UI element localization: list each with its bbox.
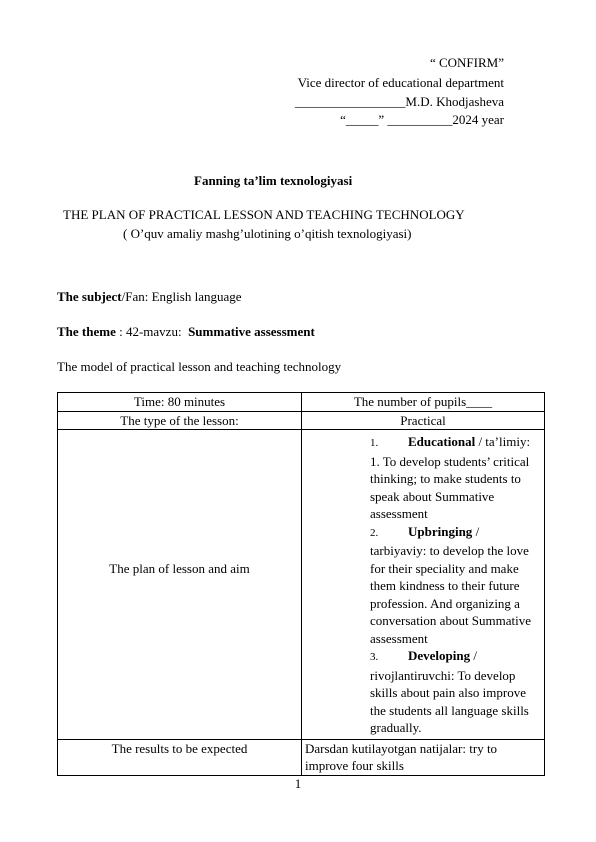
goal-number: 2. [370,526,379,539]
subject-value: /Fan: English language [121,289,242,304]
time-cell: Time: 80 minutes [58,393,302,412]
table-row [58,739,545,775]
goal-text-first: / ta’limiy: [475,434,531,449]
goal-text-first: / [470,648,477,663]
goal-text: tarbiyaviy: to develop the love for their speciality and make them kindness to their future profession. And organizing a conversation about Summative assessment [370,543,532,646]
lesson-type-label: The type of the lesson: [58,411,302,430]
goal-text: rivojlantiruvchi: To develop skills about pain also improve the students all language skills gradually. [370,667,529,735]
results-label: The results to be expected [58,739,302,775]
goal-text-first: / [472,523,480,539]
results-value: Darsdan kutilayotgan natijalar: try to improve four skills [302,739,545,775]
document-subtitle: ( O’quv amaliy mashg’ulotining o’qitish texnologiyasi) [123,226,412,241]
goal-number: 1. [370,437,379,449]
theme-value: Summative assessment [188,324,315,339]
confirm-title: “ CONFIRM” [429,55,504,70]
aim-label-text: The plan of lesson and aim [109,560,250,576]
theme-prefix: : 42-mavzu: [115,324,189,339]
goal-title: Educational [408,434,476,449]
goal-title: Upbringing [408,523,473,539]
aim-label [58,430,302,740]
theme-line [57,324,315,340]
document-title: THE PLAN OF PRACTICAL LESSON AND TEACHING TECHNOLOGY [63,207,465,222]
goal-educational [370,433,541,523]
lesson-plan-table [57,392,545,776]
table-row [58,411,545,430]
goal-upbringing [370,523,541,648]
confirm-position: Vice director of educational department [297,75,504,90]
confirm-signature: _________________M.D. Khodjasheva [294,94,504,109]
goal-title: Developing [408,648,471,663]
subject-line [57,289,242,305]
subject-label: The subject [57,289,122,304]
table-row [58,430,545,740]
goal-number: 3. [370,651,379,663]
pupils-cell: The number of pupils____ [302,393,545,412]
uz-title: Fanning ta’lim texnologiyasi [194,173,353,188]
goals-cell [302,430,545,740]
confirm-date: “_____” __________2024 year [340,112,504,127]
lesson-type-value: Practical [302,411,545,430]
page-number: 1 [294,776,302,791]
goal-text: 1. To develop students’ critical thinking; to make students to speak about Summative assessment [370,453,530,521]
goal-developing [370,647,541,737]
model-line: The model of practical lesson and teaching technology [57,359,342,374]
table-row [58,393,545,412]
theme-label: The theme [57,324,116,339]
